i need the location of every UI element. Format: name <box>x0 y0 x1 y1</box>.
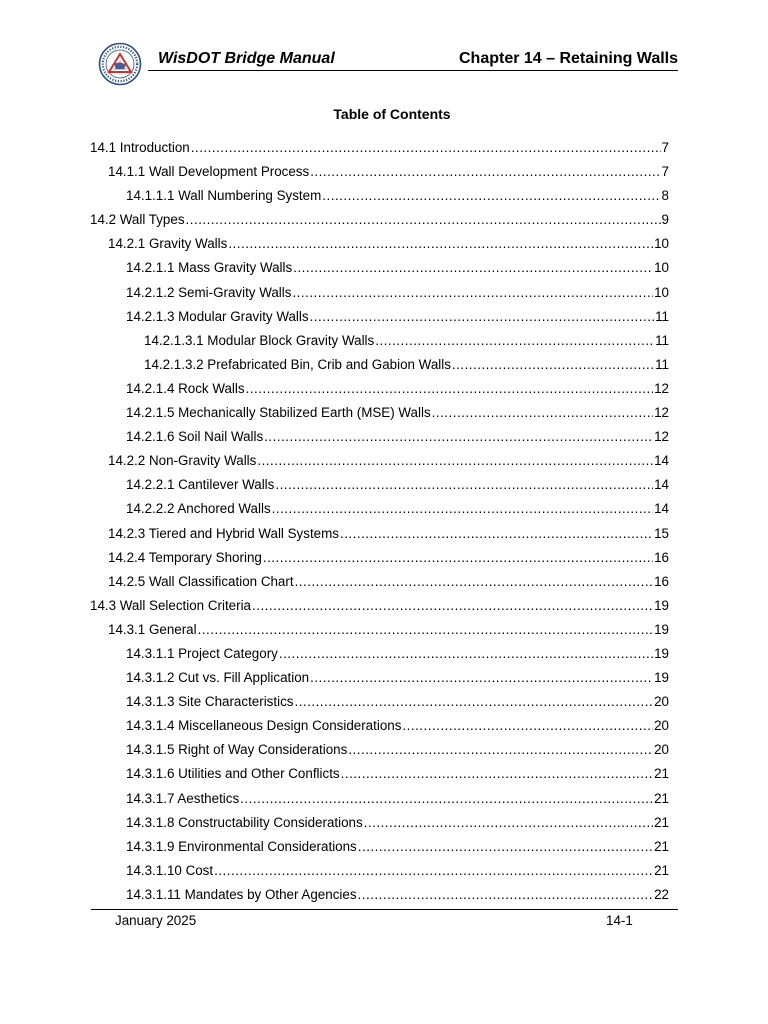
toc-entry-page: 21 <box>654 862 669 878</box>
toc-dot-leader <box>228 234 653 254</box>
toc-entry-page: 10 <box>654 236 669 252</box>
toc-entry-page: 7 <box>661 164 669 180</box>
toc-entry-page: 14 <box>654 453 669 469</box>
toc-entry[interactable] <box>90 307 669 331</box>
toc-entry-label: 14.2.1.3.1 Modular Block Gravity Walls <box>144 332 375 348</box>
toc-dot-leader <box>275 475 653 495</box>
toc-dot-leader <box>263 548 653 568</box>
toc-dot-leader <box>402 716 653 736</box>
toc-entry-page: 19 <box>654 621 669 637</box>
toc-dot-leader <box>432 403 653 423</box>
toc-entry-label: 14.1 Introduction <box>90 140 190 155</box>
toc-entry[interactable] <box>90 499 669 523</box>
toc-entry[interactable] <box>90 813 669 837</box>
toc-dot-leader <box>452 355 654 375</box>
toc-dot-leader <box>293 258 653 278</box>
toc-entry-label: 14.2.3 Tiered and Hybrid Wall Systems <box>108 525 339 541</box>
toc-entry[interactable] <box>90 596 669 620</box>
header-divider <box>148 70 678 71</box>
toc-dot-leader <box>375 331 654 351</box>
toc-dot-leader <box>310 307 655 327</box>
toc-entry-page: 22 <box>654 886 669 902</box>
toc-entry-page: 19 <box>654 597 669 613</box>
toc-entry[interactable] <box>90 162 669 186</box>
toc-entry[interactable] <box>90 258 669 282</box>
toc-entry-page: 8 <box>661 188 669 204</box>
toc-dot-leader <box>279 644 653 664</box>
toc-entry-label: 14.2.5 Wall Classification Chart <box>108 573 294 589</box>
toc-entry-label: 14.3.1.10 Cost <box>126 862 214 878</box>
toc-entry[interactable] <box>90 138 669 162</box>
toc-entry-page: 9 <box>661 212 669 228</box>
toc-dot-leader <box>240 789 653 809</box>
toc-dot-leader <box>358 885 654 905</box>
toc-dot-leader <box>272 499 653 519</box>
toc-entry-page: 21 <box>654 814 669 830</box>
toc-entry-page: 21 <box>654 790 669 806</box>
toc-dot-leader <box>294 692 653 712</box>
toc-entry-page: 11 <box>655 332 669 348</box>
toc-entry[interactable] <box>90 234 669 258</box>
toc-entry-page: 7 <box>661 140 669 155</box>
toc-entry-label: 14.3.1.6 Utilities and Other Conflicts <box>126 766 340 782</box>
toc-dot-leader <box>340 524 653 544</box>
footer-date: January 2025 <box>115 913 197 928</box>
toc-dot-leader <box>246 379 654 399</box>
toc-entry[interactable] <box>90 572 669 596</box>
toc-entry-label: 14.3.1.9 Environmental Considerations <box>126 838 357 854</box>
toc-entry-label: 14.2.1.5 Mechanically Stabilized Earth (MSE) Walls <box>126 405 431 421</box>
toc-entry-page: 20 <box>654 718 669 734</box>
toc-entry-label: 14.3.1.7 Aesthetics <box>126 790 240 806</box>
toc-dot-leader <box>358 837 653 857</box>
toc-entry[interactable] <box>90 210 669 234</box>
toc-entry-label: 14.3.1.11 Mandates by Other Agencies <box>126 886 357 902</box>
toc-entry-label: 14.3.1.5 Right of Way Considerations <box>126 742 348 758</box>
toc-entry[interactable] <box>90 451 669 475</box>
toc-entry-page: 21 <box>654 838 669 854</box>
toc-entry[interactable] <box>90 668 669 692</box>
toc-entry-page: 11 <box>655 308 669 324</box>
toc-entry[interactable] <box>90 861 669 885</box>
toc-entry-label: 14.2.2 Non-Gravity Walls <box>108 453 257 469</box>
toc-dot-leader <box>252 596 653 616</box>
toc-entry-page: 12 <box>654 380 669 396</box>
toc-entry-label: 14.3.1.4 Miscellaneous Design Considerations <box>126 718 402 734</box>
toc-dot-leader <box>191 138 661 158</box>
toc-entry[interactable] <box>90 885 669 909</box>
toc-entry-label: 14.2.1.3.2 Prefabricated Bin, Crib and Gabion Walls <box>144 356 451 372</box>
toc-entry[interactable] <box>90 331 669 355</box>
toc-entry[interactable] <box>90 427 669 451</box>
toc-entry-label: 14.3.1.3 Site Characteristics <box>126 694 294 710</box>
footer-divider <box>91 909 678 910</box>
toc-entry-label: 14.1.1 Wall Development Process <box>108 164 310 180</box>
toc-entry-page: 12 <box>654 405 669 421</box>
toc-entry-page: 10 <box>654 260 669 276</box>
toc-entry-label: 14.2.4 Temporary Shoring <box>108 549 262 565</box>
toc-entry-page: 19 <box>654 670 669 686</box>
toc-entry[interactable] <box>90 548 669 572</box>
toc-dot-leader <box>186 210 661 230</box>
toc-entry[interactable] <box>90 644 669 668</box>
toc-entry-label: 14.3.1.2 Cut vs. Fill Application <box>126 670 310 686</box>
toc-entry-label: 14.2.1.2 Semi-Gravity Walls <box>126 284 292 300</box>
toc-entry-label: 14.2.1.3 Modular Gravity Walls <box>126 308 309 324</box>
table-of-contents <box>90 138 669 909</box>
page-header <box>96 42 678 88</box>
toc-dot-leader <box>264 427 653 447</box>
toc-entry[interactable] <box>90 403 669 427</box>
toc-entry-label: 14.2.2.2 Anchored Walls <box>126 501 271 517</box>
toc-entry-page: 10 <box>654 284 669 300</box>
toc-entry[interactable] <box>90 524 669 548</box>
toc-entry-label: 14.2.1.6 Soil Nail Walls <box>126 429 264 445</box>
toc-dot-leader <box>341 764 653 784</box>
toc-entry-label: 14.2.1.1 Mass Gravity Walls <box>126 260 293 276</box>
toc-entry-page: 11 <box>655 356 669 372</box>
toc-entry-page: 20 <box>654 742 669 758</box>
toc-entry-page: 20 <box>654 694 669 710</box>
toc-dot-leader <box>310 162 660 182</box>
toc-entry[interactable] <box>90 379 669 403</box>
wisdot-seal-logo-icon <box>98 42 142 86</box>
toc-entry-label: 14.2.1 Gravity Walls <box>108 236 228 252</box>
toc-entry-label: 14.2.1.4 Rock Walls <box>126 380 245 396</box>
footer-page-number: 14-1 <box>606 913 633 928</box>
toc-entry[interactable] <box>90 789 669 813</box>
toc-entry-page: 15 <box>654 525 669 541</box>
toc-dot-leader <box>292 283 653 303</box>
manual-title: WisDOT Bridge Manual <box>158 50 335 67</box>
toc-entry[interactable] <box>90 764 669 788</box>
toc-entry[interactable] <box>90 186 669 210</box>
toc-entry-page: 19 <box>654 645 669 661</box>
toc-entry-label: 14.2.2.1 Cantilever Walls <box>126 477 275 493</box>
toc-entry-page: 16 <box>654 549 669 565</box>
toc-entry-label: 14.3.1.8 Constructability Considerations <box>126 814 363 830</box>
toc-entry-label: 14.3 Wall Selection Criteria <box>90 597 252 613</box>
toc-title: Table of Contents <box>333 106 451 122</box>
toc-entry[interactable] <box>90 475 669 499</box>
toc-entry-page: 14 <box>654 477 669 493</box>
toc-entry[interactable] <box>90 692 669 716</box>
toc-dot-leader <box>348 740 653 760</box>
toc-entry-page: 12 <box>654 429 669 445</box>
toc-entry[interactable] <box>90 355 669 379</box>
toc-dot-leader <box>257 451 653 471</box>
toc-entry-label: 14.3.1 General <box>108 621 197 637</box>
toc-dot-leader <box>214 861 653 881</box>
toc-entry[interactable] <box>90 716 669 740</box>
toc-dot-leader <box>295 572 654 592</box>
toc-entry-page: 14 <box>654 501 669 517</box>
toc-entry[interactable] <box>90 740 669 764</box>
toc-entry[interactable] <box>90 620 669 644</box>
toc-entry-label: 14.2 Wall Types <box>90 212 185 228</box>
toc-entry[interactable] <box>90 283 669 307</box>
toc-entry-label: 14.3.1.1 Project Category <box>126 645 278 661</box>
chapter-title: Chapter 14 – Retaining Walls <box>458 50 678 67</box>
toc-dot-leader <box>364 813 653 833</box>
toc-dot-leader <box>322 186 660 206</box>
toc-entry[interactable] <box>90 837 669 861</box>
toc-dot-leader <box>310 668 653 688</box>
toc-dot-leader <box>198 620 654 640</box>
toc-entry-page: 21 <box>654 766 669 782</box>
toc-entry-label: 14.1.1.1 Wall Numbering System <box>126 188 322 204</box>
toc-entry-page: 16 <box>654 573 669 589</box>
